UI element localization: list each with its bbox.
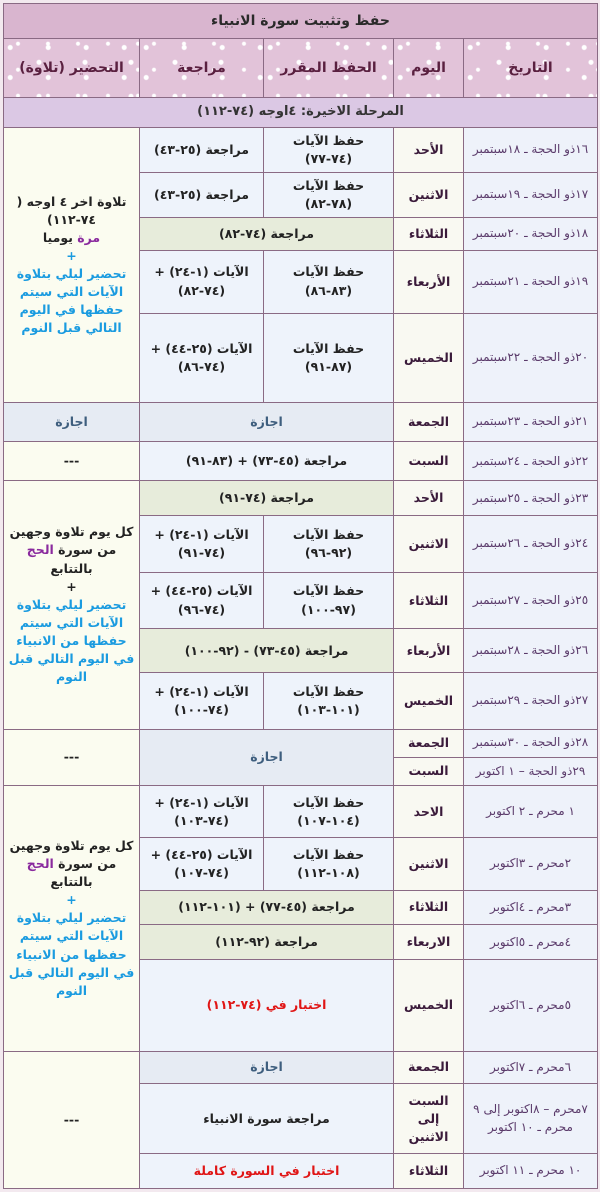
prep-text: بالتتابع bbox=[50, 560, 93, 576]
header-prep: التحضير (تلاوة) bbox=[4, 38, 140, 97]
date-cell: ١٦ذو الحجة ـ ١٨سبتمبر bbox=[464, 128, 598, 173]
date-cell: ١٧ذو الحجة ـ ١٩سبتمبر bbox=[464, 172, 598, 217]
date-cell: ٢٧ذو الحجة ـ ٢٩سبتمبر bbox=[464, 672, 598, 729]
prep-block-3 bbox=[4, 786, 140, 1052]
date-cell: ٢٤ذو الحجة ـ ٢٦سبتمبر bbox=[464, 516, 598, 573]
day-cell: الثلاثاء bbox=[394, 217, 464, 250]
review-cell: الآيات (٢٥-٤٤) + (٧٤-١٠٧) bbox=[140, 838, 264, 890]
review-cell: مراجعة سورة الانبياء bbox=[140, 1084, 394, 1154]
prep-text: تلاوة اخر ٤ اوجه ( ٧٤-١١٢) bbox=[16, 193, 127, 227]
holiday-cell: اجازة bbox=[140, 1051, 394, 1084]
day-cell: الجمعة bbox=[394, 1051, 464, 1084]
day-cell: الخميس bbox=[394, 672, 464, 729]
date-cell: ٢محرم ـ ٣اكتوبر bbox=[464, 838, 598, 890]
exam-cell: اختبار في (٧٤-١١٢) bbox=[140, 960, 394, 1051]
date-cell: ٧محرم – ٨اكتوبر إلى ٩ محرم ـ ١٠ اكتوبر bbox=[464, 1084, 598, 1154]
prep-text: كل يوم تلاوة وجهين من سورة bbox=[9, 837, 134, 871]
prep-text: بالتتابع bbox=[50, 874, 93, 890]
review-cell: الآيات (٢٥-٤٤) + (٧٤-٨٦) bbox=[140, 313, 264, 402]
prep-dash: --- bbox=[4, 1051, 140, 1188]
day-cell: الاثنين bbox=[394, 172, 464, 217]
holiday-cell: اجازة bbox=[140, 729, 394, 786]
header-day: اليوم bbox=[394, 38, 464, 97]
date-cell: ٦محرم ـ ٧اكتوبر bbox=[464, 1051, 598, 1084]
prep-highlight: مرة bbox=[77, 229, 101, 245]
date-cell: ٢٩ذو الحجة – ١ اكتوبر bbox=[464, 757, 598, 785]
prep-plus: + bbox=[66, 892, 77, 908]
day-cell: الثلاثاء bbox=[394, 1154, 464, 1189]
day-cell: الاربعاء bbox=[394, 925, 464, 960]
date-cell: ٢١ذو الحجة ـ ٢٣سبتمبر bbox=[464, 402, 598, 441]
header-review: مراجعة bbox=[140, 38, 264, 97]
day-cell: السبت bbox=[394, 442, 464, 481]
date-cell: ١٨ذو الحجة ـ ٢٠سبتمبر bbox=[464, 217, 598, 250]
prep-plus: + bbox=[66, 247, 77, 263]
review-cell: الآيات (٢٥-٤٤) + (٧٤-٩٦) bbox=[140, 572, 264, 629]
day-cell: الخميس bbox=[394, 960, 464, 1051]
review-cell: مراجعة (٧٤-٨٢) bbox=[140, 217, 394, 250]
prep-text: كل يوم تلاوة وجهين من سورة bbox=[9, 524, 134, 558]
review-cell: مراجعة (٧٤-٩١) bbox=[140, 481, 394, 516]
memorize-cell: حفظ الآيات (٨٣-٨٦) bbox=[264, 250, 394, 313]
phase-label: المرحلة الاخيرة: ٤اوجه (٧٤-١١٢) bbox=[4, 97, 598, 127]
day-cell: الأحد bbox=[394, 481, 464, 516]
date-cell: ٢٠ذو الحجة ـ ٢٢سبتمبر bbox=[464, 313, 598, 402]
day-cell: الأربعاء bbox=[394, 250, 464, 313]
prep-highlight: الحج bbox=[26, 542, 54, 558]
header-date: التاريخ bbox=[464, 38, 598, 97]
review-cell: الآيات (١-٢٤) + (٧٤-٩١) bbox=[140, 516, 264, 573]
day-cell: الخميس bbox=[394, 313, 464, 402]
date-cell: ٣محرم ـ ٤اكتوبر bbox=[464, 890, 598, 925]
day-cell: السبت إلى الاثنين bbox=[394, 1084, 464, 1154]
memorize-cell: حفظ الآيات (١٠٤-١٠٧) bbox=[264, 786, 394, 838]
day-cell: الثلاثاء bbox=[394, 890, 464, 925]
prep-night: تحضير ليلي بتلاوة الآيات التي سيتم bbox=[16, 596, 127, 630]
review-cell: مراجعة (٩٢-١١٢) bbox=[140, 925, 394, 960]
day-cell: الاثنين bbox=[394, 516, 464, 573]
prep-night: تحضير ليلي بتلاوة الآيات التي سيتم حفظها في اليوم التالي قبل النوم bbox=[16, 266, 127, 336]
day-cell: الأربعاء bbox=[394, 629, 464, 673]
exam-cell: اختبار في السورة كاملة bbox=[140, 1154, 394, 1189]
review-cell: مراجعة (٤٥-٧٣) - (٩٢-١٠٠) bbox=[140, 629, 394, 673]
prep-holiday: اجازة bbox=[4, 402, 140, 441]
prep-night: حفظها من الانبياء في اليوم التالي قبل النوم bbox=[8, 633, 135, 685]
day-cell: الجمعة bbox=[394, 729, 464, 757]
date-cell: ١٠ محرم ـ ١١ اكتوبر bbox=[464, 1154, 598, 1189]
date-cell: ٥محرم ـ ٦اكتوبر bbox=[464, 960, 598, 1051]
review-cell: الآيات (١-٢٤) + (٧٤-١٠٠) bbox=[140, 672, 264, 729]
date-cell: ٢٢ذو الحجة ـ ٢٤سبتمبر bbox=[464, 442, 598, 481]
day-cell: الثلاثاء bbox=[394, 572, 464, 629]
memorize-cell: حفظ الآيات (١٠٨-١١٢) bbox=[264, 838, 394, 890]
prep-dash: --- bbox=[4, 729, 140, 786]
prep-night: حفظها من الانبياء في اليوم التالي قبل النوم bbox=[8, 946, 135, 998]
day-cell: الأحد bbox=[394, 128, 464, 173]
prep-highlight: الحج bbox=[26, 855, 54, 871]
prep-plus: + bbox=[66, 578, 77, 594]
date-cell: ١٩ذو الحجة ـ ٢١سبتمبر bbox=[464, 250, 598, 313]
date-cell: ٢٥ذو الحجة ـ ٢٧سبتمبر bbox=[464, 572, 598, 629]
day-cell: الاثنين bbox=[394, 838, 464, 890]
prep-block-2 bbox=[4, 481, 140, 729]
memorize-cell: حفظ الآيات (٨٧-٩١) bbox=[264, 313, 394, 402]
header-memorize: الحفظ المقرر bbox=[264, 38, 394, 97]
schedule-table bbox=[3, 3, 598, 1189]
day-cell: الجمعة bbox=[394, 402, 464, 441]
review-cell: مراجعة (٢٥-٤٣) bbox=[140, 128, 264, 173]
prep-night: تحضير ليلي بتلاوة الآيات التي سيتم bbox=[16, 910, 127, 944]
holiday-cell: اجازة bbox=[140, 402, 394, 441]
memorize-cell: حفظ الآيات (٩٢-٩٦) bbox=[264, 516, 394, 573]
memorize-cell: حفظ الآيات (١٠١-١٠٣) bbox=[264, 672, 394, 729]
review-cell: مراجعة (٤٥-٧٧) + (١٠١-١١٢) bbox=[140, 890, 394, 925]
review-cell: مراجعة (٢٥-٤٣) bbox=[140, 172, 264, 217]
table-title: حفظ وتثبيت سورة الانبياء bbox=[4, 4, 598, 39]
date-cell: ٤محرم ـ ٥اكتوبر bbox=[464, 925, 598, 960]
day-cell: السبت bbox=[394, 757, 464, 785]
review-cell: مراجعة (٤٥-٧٣) + (٨٣-٩١) bbox=[140, 442, 394, 481]
review-cell: الآيات (١-٢٤) + (٧٤-١٠٣) bbox=[140, 786, 264, 838]
memorize-cell: حفظ الآيات (٧٤-٧٧) bbox=[264, 128, 394, 173]
memorize-cell: حفظ الآيات (٩٧-١٠٠) bbox=[264, 572, 394, 629]
date-cell: ٢٣ذو الحجة ـ ٢٥سبتمبر bbox=[464, 481, 598, 516]
prep-text: يوميا bbox=[42, 229, 73, 245]
day-cell: الاحد bbox=[394, 786, 464, 838]
date-cell: ١ محرم ـ ٢ اكتوبر bbox=[464, 786, 598, 838]
date-cell: ٢٨ذو الحجة ـ ٣٠سبتمبر bbox=[464, 729, 598, 757]
date-cell: ٢٦ذو الحجة ـ ٢٨سبتمبر bbox=[464, 629, 598, 673]
prep-dash: --- bbox=[4, 442, 140, 481]
memorize-cell: حفظ الآيات (٧٨-٨٢) bbox=[264, 172, 394, 217]
review-cell: الآيات (١-٢٤) + (٧٤-٨٢) bbox=[140, 250, 264, 313]
prep-block-1 bbox=[4, 128, 140, 403]
